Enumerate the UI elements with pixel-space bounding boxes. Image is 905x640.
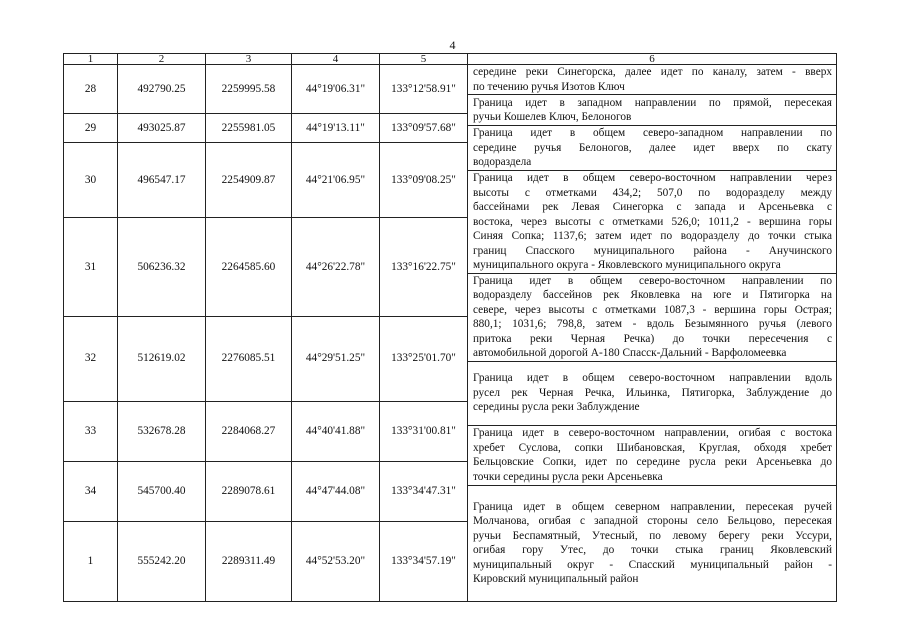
- description-line: точки середины русла реки Арсеньевка: [473, 470, 663, 483]
- latitude-cell: 44°21'06.95": [292, 143, 380, 218]
- point-number-cell: 30: [64, 143, 118, 218]
- description-line: водораздела: [473, 156, 532, 169]
- latitude-cell: 44°19'13.11": [292, 114, 380, 143]
- coord-x-cell: 545700.40: [118, 461, 206, 521]
- point-number-cell: 32: [64, 316, 118, 401]
- header-col-4: 4: [292, 54, 380, 65]
- latitude-cell: 44°47'44.08": [292, 461, 380, 521]
- description-line: ручьи Беспамятный, Утесный, по левому берегу реки Уссури,: [473, 529, 832, 542]
- boundary-description-cell: [468, 95, 837, 126]
- coord-y-cell: 2284068.27: [206, 401, 292, 461]
- longitude-cell: 133°25'01.70": [380, 316, 468, 401]
- description-line: середине ручья Белоногов, далее идет вверх по скату: [473, 141, 832, 154]
- latitude-cell: 44°19'06.31": [292, 65, 380, 114]
- description-line: муниципального округа - Яковлевского муниципального округа: [473, 259, 781, 271]
- description-line: севере, через высоты с отметками 1087,3 - вершина горы Острая;: [473, 303, 832, 316]
- coord-y-cell: 2264585.60: [206, 218, 292, 317]
- description-line: огибая гору Утес, до точки стыка границ Яковлевский: [473, 544, 832, 556]
- longitude-cell: 133°12'58.91": [380, 65, 468, 114]
- description-line: 880,1; 1031,6; 798,8, затем - вдоль Безымянного ручья (левого: [473, 318, 832, 330]
- point-number-cell: 29: [64, 114, 118, 143]
- description-line: по течению ручья Изотов Ключ: [473, 80, 625, 93]
- description-line: Граница идет в общем северо-западном направлении по: [473, 127, 832, 140]
- description-line: середины русла реки Заблуждение: [473, 401, 640, 414]
- point-number-cell: 1: [64, 521, 118, 601]
- description-line: ручьи Кошелев Ключ, Белоногов: [473, 111, 632, 123]
- longitude-cell: 133°09'57.68": [380, 114, 468, 143]
- longitude-cell: 133°34'47.31": [380, 461, 468, 521]
- coord-y-cell: 2289311.49: [206, 521, 292, 601]
- boundary-description-cell: [468, 171, 837, 274]
- point-number-cell: 28: [64, 65, 118, 114]
- coord-y-cell: 2289078.61: [206, 461, 292, 521]
- description-line: востока, через высоты с отметками 526,0; 1011,2 - вершина горы: [473, 215, 832, 228]
- description-line: Синяя Сопка; 1137,6; затем идет по водоразделу до точки стыка: [473, 230, 832, 242]
- description-line: водоразделу бассейнов рек Яковлевка на юге и Пятигорка на: [473, 289, 832, 301]
- coord-x-cell: 496547.17: [118, 143, 206, 218]
- coord-x-cell: 506236.32: [118, 218, 206, 317]
- point-number-cell: 31: [64, 218, 118, 317]
- table-row: [64, 65, 837, 95]
- latitude-cell: 44°40'41.88": [292, 401, 380, 461]
- coord-x-cell: 532678.28: [118, 401, 206, 461]
- boundary-description-cell: [468, 126, 837, 171]
- longitude-cell: 133°09'08.25": [380, 143, 468, 218]
- coord-y-cell: 2254909.87: [206, 143, 292, 218]
- table-header: [64, 54, 837, 65]
- description-line: Кировский муниципальный район: [473, 573, 639, 585]
- description-line: Граница идет в общем северо-восточном направлении через: [473, 172, 832, 184]
- description-line: Граница идет в западном направлении по прямой, пересекая: [473, 96, 832, 109]
- description-line: Граница идет в общем северо-восточном направлении вдоль: [473, 372, 832, 385]
- boundary-description-cell: [468, 273, 837, 361]
- latitude-cell: 44°52'53.20": [292, 521, 380, 601]
- boundary-description-cell: [468, 425, 837, 485]
- description-line: муниципальный округ - Спасский муниципальный район -: [473, 558, 832, 571]
- header-col-3: 3: [206, 54, 292, 65]
- header-col-6: 6: [468, 54, 837, 65]
- point-number-cell: 34: [64, 461, 118, 521]
- boundary-description-cell: [468, 361, 837, 425]
- header-col-5: 5: [380, 54, 468, 65]
- boundary-description-cell: [468, 65, 837, 95]
- longitude-cell: 133°31'00.81": [380, 401, 468, 461]
- description-line: Молчанова, огибая с западной стороны село Бельцово, пересекая: [473, 515, 832, 527]
- header-col-1: 1: [64, 54, 118, 65]
- description-line: высоты с отметками 434,2; 507,0 по водоразделу между: [473, 186, 832, 199]
- boundary-description-cell: [468, 485, 837, 601]
- description-line: автомобильной дорогой А-180 Спасск-Дальний - Варфоломеевка: [473, 347, 787, 359]
- description-line: притока реки Черная Речка) до точки пересечения с: [473, 332, 832, 345]
- coord-x-cell: 512619.02: [118, 316, 206, 401]
- latitude-cell: 44°26'22.78": [292, 218, 380, 317]
- coord-y-cell: 2259995.58: [206, 65, 292, 114]
- description-line: Граница идет в северо-восточном направлении, огибая с востока: [473, 427, 832, 439]
- description-line: Бельцовские Сопки, идет по середине русла реки Арсеньевка до: [473, 456, 832, 468]
- description-line: бассейнами рек Левая Синегорка с запада и Арсеньевка с: [473, 201, 832, 213]
- header-col-2: 2: [118, 54, 206, 65]
- coord-x-cell: 493025.87: [118, 114, 206, 143]
- description-line: хребет Суслова, сопки Шибановская, Круглая, обходя хребет: [473, 441, 832, 454]
- latitude-cell: 44°29'51.25": [292, 316, 380, 401]
- description-line: Граница идет в общем северо-восточном направлении по: [473, 274, 832, 287]
- coord-x-cell: 555242.20: [118, 521, 206, 601]
- page-number: 4: [449, 38, 456, 52]
- boundary-points-table: [63, 53, 837, 602]
- point-number-cell: 33: [64, 401, 118, 461]
- coord-y-cell: 2255981.05: [206, 114, 292, 143]
- table-body: [64, 65, 837, 602]
- longitude-cell: 133°16'22.75": [380, 218, 468, 317]
- description-line: границ Спасского муниципального района - Анучинского: [473, 244, 832, 257]
- coord-y-cell: 2276085.51: [206, 316, 292, 401]
- description-line: Граница идет в общем северном направлении, пересекая ручей: [473, 500, 832, 513]
- coord-x-cell: 492790.25: [118, 65, 206, 114]
- description-line: середине реки Синегорска, далее идет по каналу, затем - вверх: [473, 66, 832, 78]
- description-line: русел рек Черная Речка, Ильинка, Пятигорка, Заблуждение до: [473, 386, 832, 399]
- longitude-cell: 133°34'57.19": [380, 521, 468, 601]
